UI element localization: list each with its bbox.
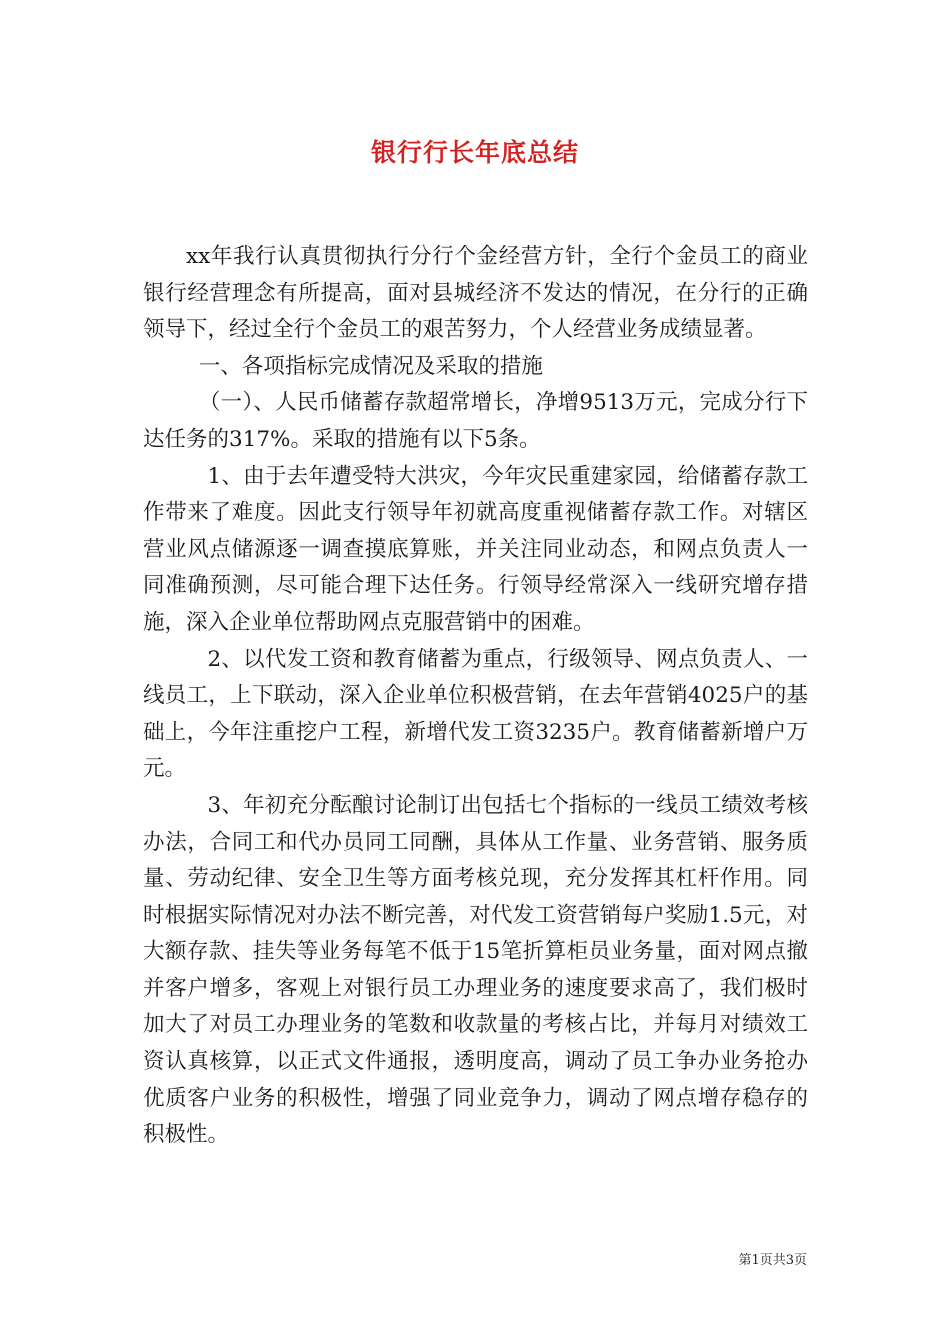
paragraph-item-3: 3、年初充分酝酿讨论制订出包括七个指标的一线员工绩效考核办法，合同工和代办员同工同酬，具体从工作量、业务营销、服务质量、劳动纪律、安全卫生等方面考核兑现，充分发挥其杠杆作用。同时根据实际情况对办法不断完善，对代发工资营销每户奖励1.5元，对大额存款、挂失等业务每笔不低于15笔折算柜员业务量，面对网点撤并客户增多，客观上对银行员工办理业务的速度要求高了，我们极时加大了对员工办理业务的笔数和收款量的考核占比，并每月对绩效工资认真核算，以正式文件通报，透明度高，调动了员工争办业务抢办优质客户业务的积极性，增强了同业竞争力，调动了网点增存稳存的积极性。 <box>143 792 808 1148</box>
subsection-heading: （一）、人民币储蓄存款超常增长，净增9513万元，完成分行下达任务的317%。采取的措施有以下5条。 <box>143 390 808 452</box>
document-title: 银行行长年底总结 <box>370 138 579 167</box>
paragraph-item-1: 1、由于去年遭受特大洪灾，今年灾民重建家园，给储蓄存款工作带来了难度。因此支行领导年初就高度重视储蓄存款工作。对辖区营业风点储源逐一调查摸底算账，并关注同业动态，和网点负责人一同准确预测，尽可能合理下达任务。行领导经常深入一线研究增存措施，深入企业单位帮助网点克服营销中的困难。 <box>143 463 808 635</box>
section-heading: 一、各项指标完成情况及采取的措施 <box>198 353 543 379</box>
paragraph-intro: xx年我行认真贯彻执行分行个金经营方针，全行个金员工的商业银行经营理念有所提高，面对县城经济不发达的情况，在分行的正确领导下，经过全行个金员工的艰苦努力，个人经营业务成绩显著。 <box>143 244 808 343</box>
page-number: 第1页共3页 <box>738 1253 807 1268</box>
document-body <box>143 239 808 1154</box>
paragraph-item-2: 2、以代发工资和教育储蓄为重点，行级领导、网点负责人、一线员工，上下联动，深入企业单位积极营销，在去年营销4025户的基础上，今年注重挖户工程，新增代发工资3235户。教育储蓄新增户万元。 <box>143 646 808 782</box>
